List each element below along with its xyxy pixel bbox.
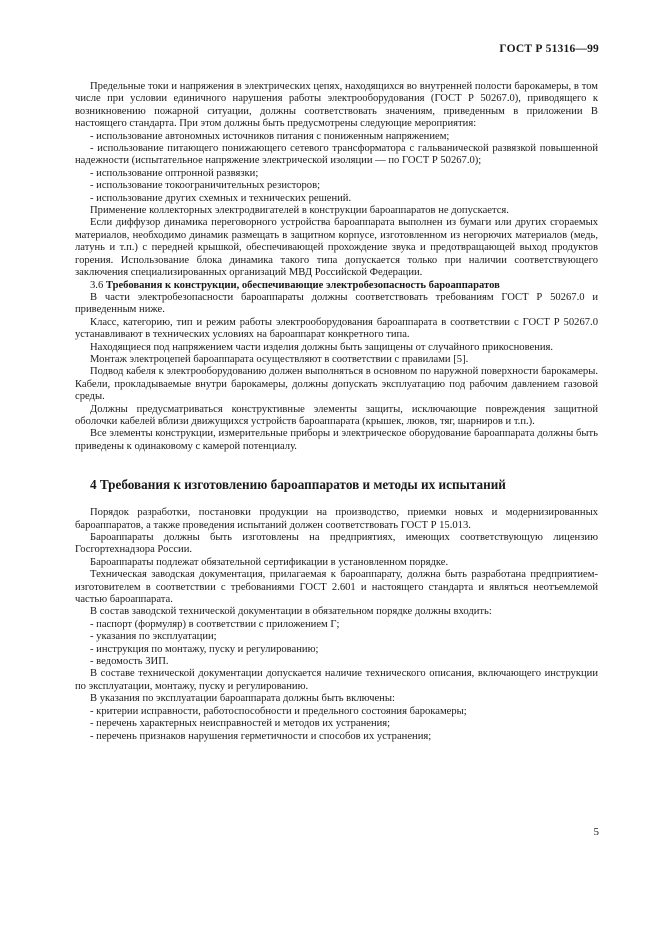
paragraph: В части электробезопасности бароаппараты должны соответствовать требованиям ГОСТ Р 50267.0 и приведенным ниже. — [75, 291, 598, 316]
list-item: - перечень признаков нарушения герметичности и способов их устранения; — [90, 730, 432, 742]
subsection-heading — [75, 280, 598, 292]
paragraph: Бароаппараты должны быть изготовлены на предприятиях, имеющих соответствующую лицензию Госгортехнадзора России. — [75, 532, 598, 556]
paragraph: В указания по эксплуатации бароаппарата должны быть включены: — [90, 693, 395, 705]
paragraph: Находящиеся под напряжением части изделия должны быть защищены от случайного прикосновения. — [90, 341, 554, 353]
list-item: - ведомость ЗИП. — [90, 656, 169, 668]
paragraph: Монтаж электроцепей бароаппарата осуществляют в соответствии с правилами [5]. — [90, 353, 469, 365]
paragraph: Если диффузор динамика переговорного устройства бароаппарата выполнен из бумаги или других сгораемых материалов, необходимо динамик размещать в защитном корпусе, изготовленном из негорючих материалов (медь, латунь и т.п.) с передней крышкой, обеспечивающей прохождение звука и предотвращающей выход продуктов горения. Использование блока динамика такого типа допускается только при наличии соответствующего заключения специализированных организаций МВД Российской Федерации. — [75, 217, 598, 279]
paragraph: Применение коллекторных электродвигателей в конструкции бароаппаратов не допускается. — [90, 205, 509, 217]
list-item: - использование питающего понижающего сетевого трансформатора с гальванической развязкой повышенной надежности (испытательное напряжение электрической изоляции — по ГОСТ Р 50267.0); — [75, 143, 598, 167]
list-item: - использование других схемных и технических решений. — [90, 192, 352, 204]
paragraph: Бароаппараты подлежат обязательной сертификации в установленном порядке. — [90, 556, 449, 568]
list-item: - перечень характерных неисправностей и методов их устранения; — [90, 718, 391, 730]
list-item: - использование автономных источников питания с пониженным напряжением; — [90, 130, 450, 142]
paragraph: Должны предусматриваться конструктивные элементы защиты, исключающие повреждения защитной оболочки кабелей вблизи движущихся устройств бароаппарата (крышек, люков, тяг, шарниров и т.п.). — [75, 403, 598, 427]
list-item: - указания по эксплуатации; — [90, 631, 217, 643]
paragraph: Порядок разработки, постановки продукции на производство, приемки новых и модернизированных бароаппаратов, а также проведения испытаний должен соответствовать ГОСТ Р 15.013. — [75, 507, 598, 531]
section-heading: 4 Требования к изготовлению бароаппаратов и методы их испытаний — [90, 477, 506, 493]
paragraph: Все элементы конструкции, измерительные приборы и электрическое оборудование бароаппарата должны быть приведены к одинаковому с камерой потенциалу. — [75, 428, 598, 452]
document-header: ГОСТ Р 51316—99 — [499, 43, 599, 55]
paragraph: Предельные токи и напряжения в электрических цепях, находящихся во внутренней полости барокамеры, в том числе при условии единичного нарушения работы электрооборудования (ГОСТ Р 50267.0), приводящего к возникновению пожарной ситуации, должны соответствовать значениям, приведенным в приложении В настоящего стандарта. При этом должны быть предусмотрены следующие мероприятия: — [75, 81, 598, 130]
subsection-title: Требования к конструкции, обеспечивающие электробезопасность бароаппаратов — [105, 279, 500, 291]
paragraph: В составе технической документации допускается наличие технического описания, включающего инструкции по эксплуатации, монтажу, пуску и регулированию. — [75, 668, 598, 692]
list-item: - критерии исправности, работоспособности и предельного состояния барокамеры; — [90, 705, 467, 717]
subsection-number: 3.6 — [90, 279, 104, 291]
document-body — [75, 81, 598, 743]
paragraph: Техническая заводская документация, прилагаемая к бароаппарату, должна быть разработана предприятием-изготовителем в соответствии с требованиями ГОСТ 2.601 и настоящего стандарта и являться неотъемлемой частью бароаппарата. — [75, 569, 598, 606]
list-item: - инструкция по монтажу, пуску и регулированию; — [90, 643, 319, 655]
list-item: - использование токоограничительных резисторов; — [90, 180, 321, 192]
paragraph: Подвод кабеля к электрооборудованию должен выполняться в основном по наружной поверхности барокамеры. Кабели, прокладываемые внутри барокамеры, должны допускать эксплуатацию под рабочим давлением газовой среды. — [75, 366, 598, 403]
list-item: - паспорт (формуляр) в соответствии с приложением Г; — [90, 618, 340, 630]
paragraph: В состав заводской технической документации в обязательном порядке должны входить: — [90, 606, 492, 618]
list-item: - использование оптронной развязки; — [90, 167, 259, 179]
paragraph: Класс, категорию, тип и режим работы электрооборудования бароаппарата в соответствии с ГОСТ Р 50267.0 устанавливают в технических условиях на бароаппарат конкретного типа. — [75, 316, 598, 341]
page-number: 5 — [593, 826, 599, 838]
